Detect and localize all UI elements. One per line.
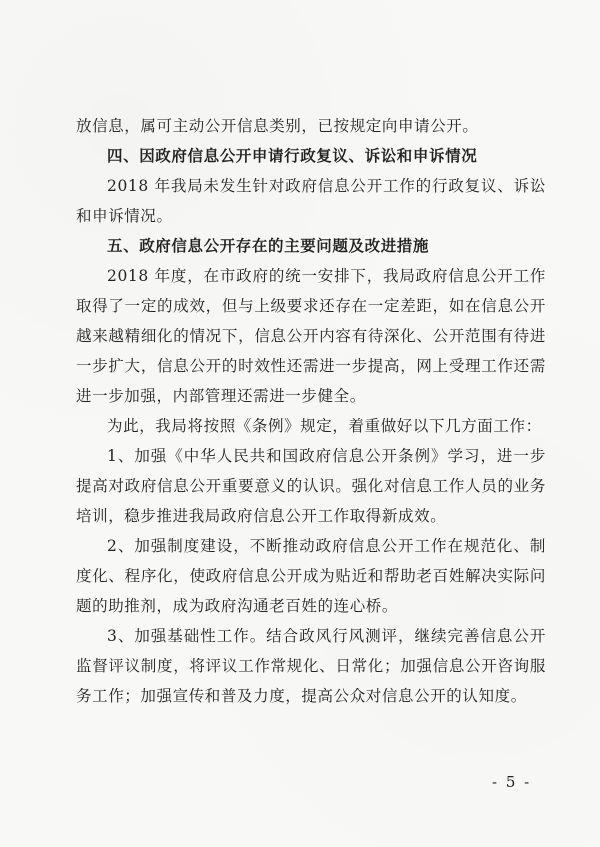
paragraph-appeals: 2018 年我局未发生针对政府信息公开工作的行政复议、诉讼和申诉情况。 bbox=[76, 177, 546, 225]
document-body bbox=[76, 111, 546, 711]
paragraph-measure-1: 1、加强《中华人民共和国政府信息公开条例》学习，进一步提高对政府信息公开重要意义的认识。强化对信息工作人员的业务培训，稳步推进我局政府信息公开工作取得新成效。 bbox=[76, 447, 546, 525]
paragraph-continuation: 放信息，属可主动公开信息类别，已按规定向申请公开。 bbox=[76, 117, 479, 135]
section-heading-5: 五、政府信息公开存在的主要问题及改进措施 bbox=[107, 237, 430, 255]
page-number: - 5 - bbox=[492, 773, 532, 791]
paragraph-measure-3: 3、加强基础性工作。结合政风行风测评，继续完善信息公开监督评议制度，将评议工作常规化、日常化；加强信息公开咨询服务工作；加强宣传和普及力度，提高公众对信息公开的认知度。 bbox=[76, 627, 546, 705]
section-heading-4: 四、因政府信息公开申请行政复议、诉讼和申诉情况 bbox=[107, 147, 478, 165]
paragraph-measure-2: 2、加强制度建设，不断推动政府信息公开工作在规范化、制度化、程序化，使政府信息公开成为贴近和帮助老百姓解决实际问题的助推剂，成为政府沟通老百姓的连心桥。 bbox=[76, 537, 546, 615]
paragraph-intro-measures: 为此，我局将按照《条例》规定，着重做好以下几方面工作： bbox=[107, 417, 542, 435]
paragraph-problems: 2018 年度，在市政府的统一安排下，我局政府信息公开工作取得了一定的成效，但与上级要求还存在一定差距，如在信息公开越来越精细化的情况下，信息公开内容有待深化、公开范围有待进一步扩大，信息公开的时效性还需进一步提高，网上受理工作还需进一步加强，内部管理还需进一步健全。 bbox=[76, 267, 546, 405]
